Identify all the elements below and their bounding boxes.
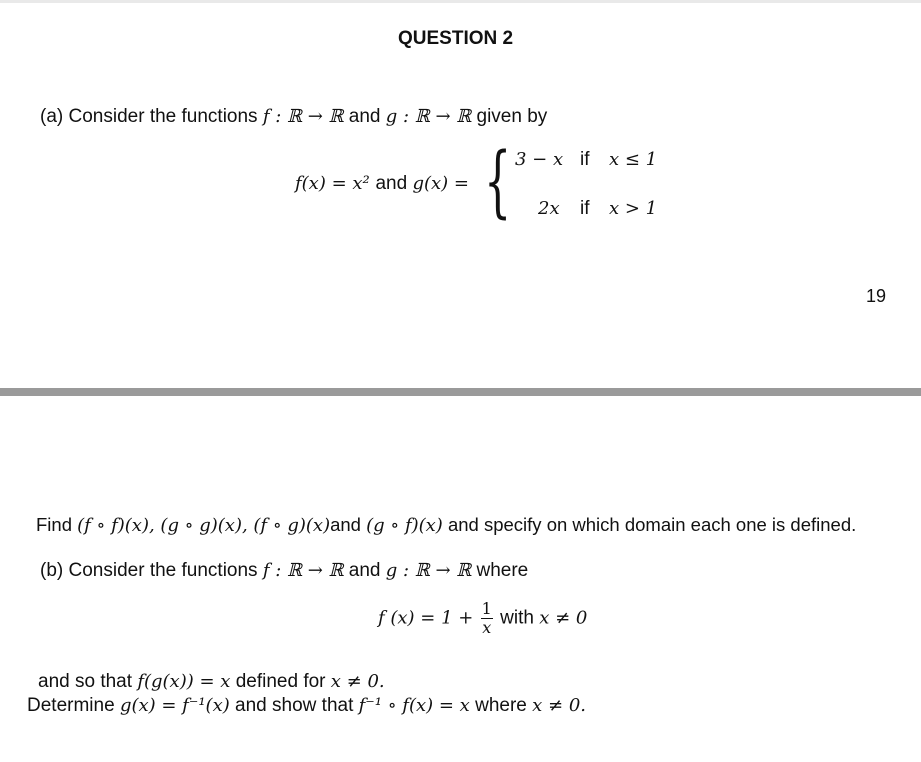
g-lhs: g(x) = xyxy=(412,173,469,194)
line3-math: g(x) = f⁻¹(x) xyxy=(119,695,230,716)
find-compositions: (f ∘ f)(x), (g ∘ g)(x), (f ∘ g)(x) xyxy=(77,515,331,536)
line3-show: and show that xyxy=(235,695,354,716)
find-label: Find xyxy=(36,514,72,535)
line3-math2: f⁻¹ ∘ f(x) = x xyxy=(358,695,470,716)
line3-condition: x ≠ 0. xyxy=(532,695,586,716)
case1-if: if xyxy=(580,149,590,170)
page-divider xyxy=(0,388,921,396)
case2-expression: 2x xyxy=(538,198,560,219)
top-edge-line xyxy=(0,0,921,3)
line2-defined: defined for xyxy=(235,671,326,692)
part-b-f-definition xyxy=(378,600,587,637)
part-b-intro xyxy=(40,560,528,582)
part-b-with-condition: x ≠ 0 xyxy=(539,607,588,629)
part-b-line2 xyxy=(38,671,385,693)
piecewise-brace: { xyxy=(484,137,512,227)
part-b-f-lhs: f (x) = 1 + xyxy=(378,607,474,629)
part-b-and: and xyxy=(348,560,381,581)
question-title: QUESTION 2 xyxy=(398,28,514,49)
part-b-where: where xyxy=(476,560,529,581)
part-b-g-decl: g : ℝ → ℝ xyxy=(385,560,472,581)
part-a-f-decl: f : ℝ → ℝ xyxy=(262,106,344,127)
find-last-composition: (g ∘ f)(x) xyxy=(366,515,443,536)
page-number: 19 xyxy=(866,286,887,306)
line2-condition: x ≠ 0. xyxy=(330,671,385,692)
part-a-definition xyxy=(295,173,469,195)
find-tail: and specify on which domain each one is defined. xyxy=(447,514,857,535)
part-b-with: with xyxy=(500,607,534,629)
line3-where: where xyxy=(475,695,527,716)
part-b-f-decl: f : ℝ → ℝ xyxy=(262,560,344,581)
find-line xyxy=(36,514,856,536)
part-b-line3 xyxy=(27,695,586,717)
line3-text: Determine xyxy=(27,695,115,716)
case2-if: if xyxy=(580,198,590,219)
part-a-given-by: given by xyxy=(476,106,548,127)
f-definition: f(x) = x² xyxy=(295,173,376,194)
line2-math: f(g(x)) = x xyxy=(137,671,231,692)
part-a-g-decl: g : ℝ → ℝ xyxy=(385,106,472,127)
line2-text: and so that xyxy=(38,671,133,692)
fraction-one-over-x xyxy=(481,600,493,637)
part-a-label: (a) Consider the functions xyxy=(40,106,258,127)
part-a-and: and xyxy=(348,106,381,127)
part-a-intro xyxy=(40,106,547,128)
case1-expression: 3 − x xyxy=(515,149,564,170)
fraction-numerator: 1 xyxy=(481,599,492,618)
find-and: and xyxy=(330,514,361,535)
part-b-label: (b) Consider the functions xyxy=(40,560,258,581)
case1-condition: x ≤ 1 xyxy=(609,149,658,170)
fraction-denominator: x xyxy=(482,618,492,637)
case2-condition: x > 1 xyxy=(609,198,658,219)
definition-and: and xyxy=(375,173,408,194)
